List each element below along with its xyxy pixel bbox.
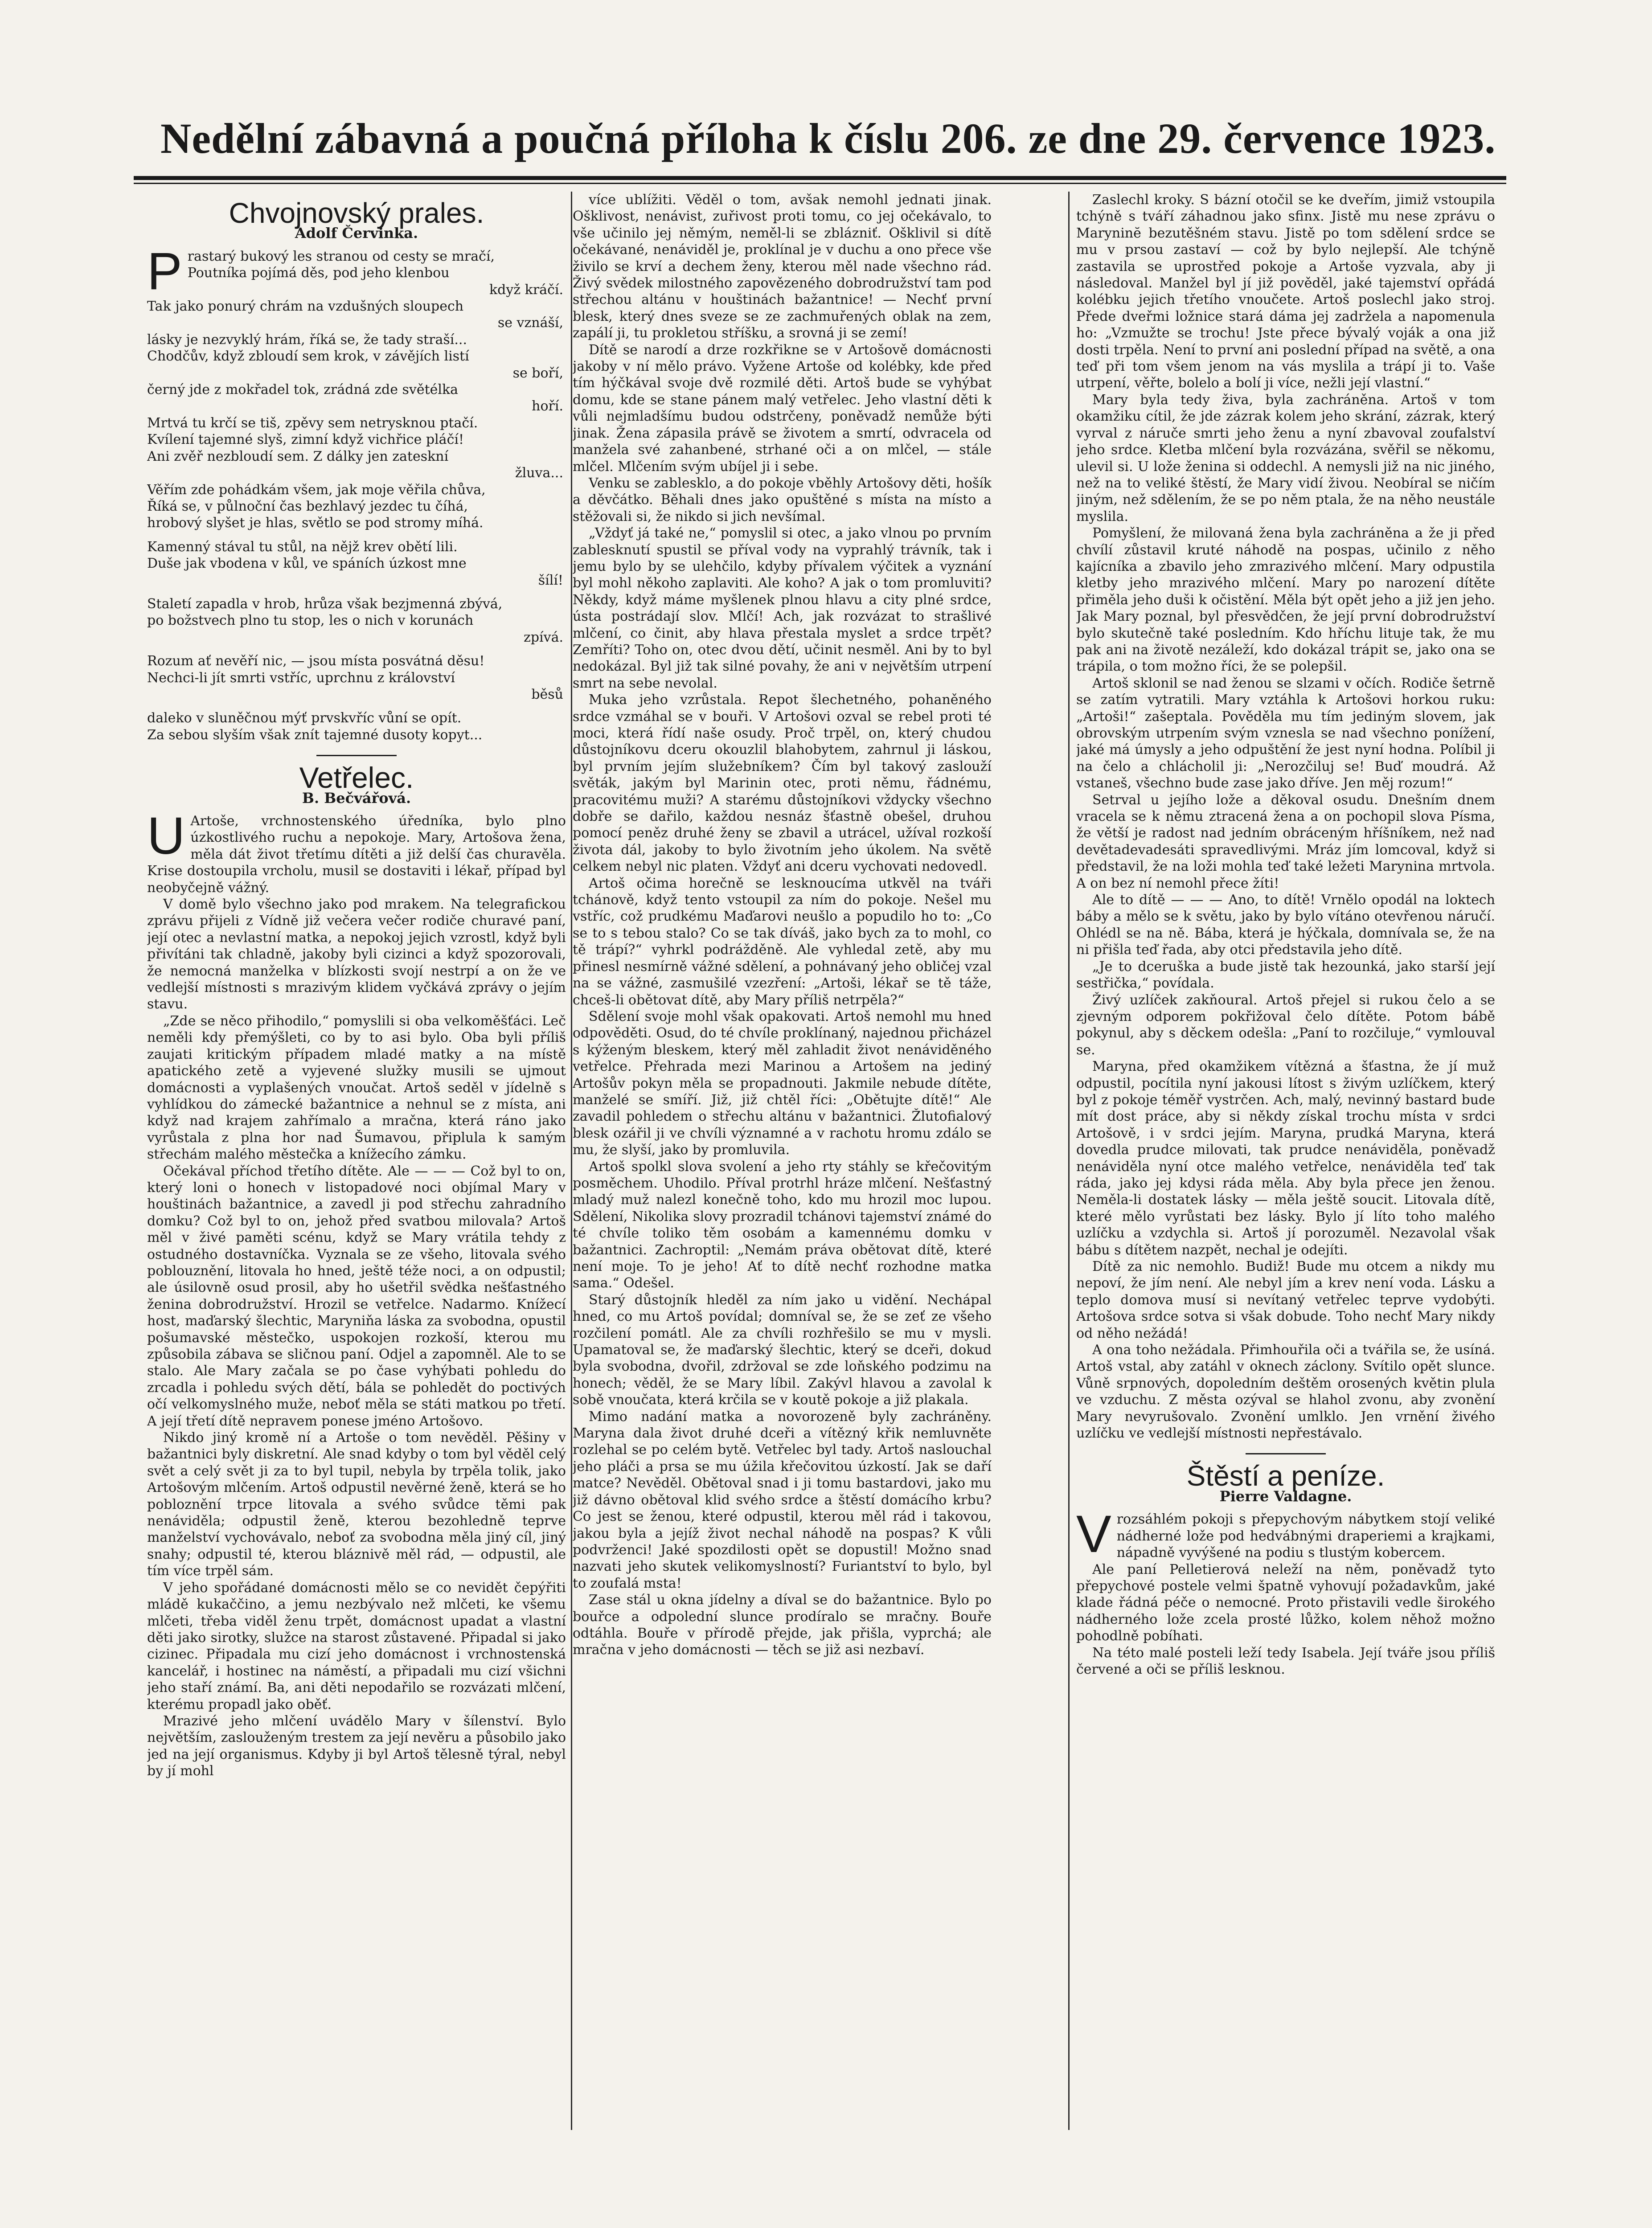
section-divider	[1246, 1453, 1326, 1454]
story2-author: Pierre Valdagne.	[1219, 1487, 1352, 1505]
poem-line: Ani zvěř nezbloudí sem. Z dálky jen zateskní	[147, 448, 449, 464]
paragraph: Starý důstojník hleděl za ním jako u vidění. Nechápal hned, co mu Artoš povídal; domníval se, že se zeť ze všeho rozčilení pomátl. Ale za chvíli rozhřešilo se mu v mysli. Upamatoval se, že maďarský šlechtic, který se dceři, dokud byla svobodna, dvořil, zdržoval se zde loňského podzimu na honech; věděl, že se Mary líbil. Zakývl hlavou a zavolal k sobě vnoučata, která krčila se v koutě pokoje a již plakala.	[573, 1292, 992, 1408]
poem-line: se boří,	[512, 365, 563, 381]
story-title: Vetřelec.	[299, 761, 414, 795]
poem-line: Staletí zapadla v hrob, hrůza však bezjmenná zbývá,	[147, 596, 503, 612]
poem-line: šílí!	[538, 572, 563, 588]
column-2	[573, 192, 992, 2130]
story2-paragraphs	[1076, 1505, 1495, 1678]
paragraph: Dítě se narodí a drze rozkřikne se v Artošově domácnosti jakoby v ní mělo právo. Vyžene Artoše od kolébky, kde před tím hýčkával svoje dvě rozmilé děti. Artoš bude se vyhýbat domu, kde se stane pánem malý vetřelec. Jeho vlastní děti k vůli nejmladšímu budou odstrčeny, poněvadž nemůže býti jinak. Žena zápasila právě se životem a smrtí, odvracela od manžela své zahanbené, strhané oči a on mlčel, — stále mlčel. Mlčením svým ubíjel ji i sebe.	[573, 342, 992, 475]
paragraph: Muka jeho vzrůstala. Repot šlechetného, pohaněného srdce vzmáhal se v bouři. V Artošovi ozval se rebel proti té moci, která řídí naše osudy. Proč trpěl, on, který chudou důstojníkovu dceru okouzlil blahobytem, zahrnul ji láskou, byl prvním jejím služebníkem? Čím byl takový zaslouží světák, jakým byl Marinin otec, proti němu, řádnému, pracovitému muži? A starému důstojníkovi vždycky všechno dobře se dařilo, každou nesnáz šťastně obešel, druhou pomocí peněz druhé ženy se zbavil a utrácel, užíval rozkoší života dál, jakoby to bylo životním jeho úkolem. Na světě celkem nebyl nic platen. Vždyť ani dceru vychovati nedovedl.	[573, 692, 992, 875]
story-paragraphs	[573, 192, 992, 1659]
paragraph: Setrval u jejího lože a děkoval osudu. Dnešním dnem vracela se k němu ztracená žena a on pochopil slova Písma, že větší je radost nad jedním obráceným hříšníkem, než nad devětadevadesáti spravedlivými. Mráz jím lomcoval, když si představil, že na loži mohla teď také ležeti Marynina mrtvola. A on bez ní nemohl přece žíti!	[1076, 792, 1495, 891]
paragraph: rozsáhlém pokoji s přepychovým nábytkem stojí veliké nádherné lože pod hedvábnými draperiemi a krajkami, nápadně vyvýšené na podiu s tlustým kobercem.	[1116, 1511, 1495, 1561]
paragraph: Mary byla tedy živa, byla zachráněna. Artoš v tom okamžiku cítil, že jde zázrak kolem jeho skrání, zázrak, který vyrval z náruče smrti jeho ženu a nyní zbavoval zoufalství jeho srdce. Kletba mlčení byla rozvázána, svěřil se někomu, ulevil si. U lože ženina si oddechl. A nemysli již na nic jiného, než na to veliké štěstí, že Mary vidí živou. Neobíral se ničím jiným, než sdělením, že se po něm ptala, že na něho neustále myslila.	[1076, 392, 1495, 524]
paragraph: Živý uzlíček zakňoural. Artoš přejel si rukou čelo a se zjevným odporem pokřižoval čelo dítěte. Potom bábě pokynul, aby s děckem odešla: „Paní to rozčiluje,“ vymlouval se.	[1076, 992, 1495, 1058]
poem-line: Poutníka pojímá děs, pod jeho klenbou	[187, 265, 450, 281]
paragraph: Mimo nadání matka a novorozeně byly zachráněny. Maryna dala život druhé dceři a vítězný křik nemluvněte rozlehal se po celém bytě. Vetřelec byl tady. Artoš naslouchal jeho pláči a prsa se mu úžila křečovitou úzkostí. Jak se daří matce? Nevěděl. Obětoval snad i ji tomu bastardovi, jako mu již dávno obětoval klid svého srdce a štěstí domácího krbu? Co jest se ženou, které odpustil, kterou měl rád i takovou, jakou byla a jejíž život nechal náhodě na pospas? K vůli podvrženci! Jaké spozdilosti opět se dopustil! Možno snad nazvati jeho skutek velikomyslností? Furiantství to bylo, byl to zoufalá msta!	[573, 1409, 992, 1591]
paragraph: Venku se zablesklo, a do pokoje vběhly Artošovy děti, hošík a děvčátko. Běhali dnes jako opuštěné s místa na místo a stěžovali si, že nikdo si jich nevšímal.	[573, 475, 992, 524]
poem-line: hrobový slyšet je hlas, světlo se pod stromy míhá.	[147, 515, 484, 531]
paragraph: A ona toho nežádala. Přimhouřila oči a tvářila se, že usíná. Artoš vstal, aby zatáhl v oknech záclony. Svítilo opět slunce. Vůně srpnových, dopoledním deštěm orosených květin plula ve vzduchu. Z města ozýval se hlahol zvonu, aby zvonění Mary nevyrušovalo. Zvonění umlklo. Jen vrnění živého uzlíčku ve vedlejší místnosti nepřestávalo.	[1076, 1342, 1495, 1442]
poem-title: Chvojnovský prales.	[229, 197, 484, 229]
paragraph: Zase stál u okna jídelny a díval se do bažantnice. Bylo po bouřce a odpolední slunce prodíralo se mračny. Bouře odtáhla. Bouře v přírodě přejde, jak přišla, vyprchá; ale mračna v jeho domácnosti — těch se již asi nezbaví.	[573, 1592, 992, 1658]
story-body	[147, 807, 566, 1780]
paragraph: Očekával příchod třetího dítěte. Ale — — — Což byl to on, který loni o honech v listopadové noci objímal Mary v houštinách bažantnice, a zavedl ji pod střechu zahradního domku? Což byl to on, jehož před svatbou milovala? Artoš měl v živé paměti scénu, když se Mary vrátila tehdy z ostudného dostavníčka. Vyznala se ze všeho, litovala svého poblouznění, litovala ho hned, ještě téže noci, a on odpustil; ale úsilovně osud prosil, aby ho ušetřil svědka nešťastného ženina dobrodružství. Hrozil se vetřelce. Nadarmo. Knížecí host, maďarský šlechtic, Maryniňa láska za svobodna, opustil pošumavské městečko, uspokojen rozkoší, kterou mu způsobila zábava se sličnou paní. Odjel a zapomněl. Ale to se stalo. Ale Mary začala se po čase vyhýbati pohledu do zrcadla i pohledu svých dětí, bála se pohledět do poctivých očí velkomyslného muže, neboť měla se státi matkou po třetí. A její třetí dítě nepravem ponese jméno Artošovo.	[147, 1163, 566, 1429]
poem-line: Kvílení tajemné slyš, zimní když vichřice pláčí!	[147, 432, 464, 448]
story2-title: Štěstí a peníze.	[1186, 1460, 1385, 1492]
poem-line: Nechci-li jít smrti vstříc, uprchnu z království	[147, 670, 455, 686]
poem-line: Mrtvá tu krčí se tiš, zpěvy sem netrysknou ptačí.	[147, 415, 478, 431]
story-initial: U	[147, 807, 185, 865]
paragraph: Na této malé posteli leží tedy Isabela. Její tváře jsou příliš červené a oči se příliš lesknou.	[1076, 1645, 1495, 1677]
story2-body	[1076, 1505, 1495, 1678]
paragraph: Nikdo jiný kromě ní a Artoše o tom nevěděl. Pěšiny v bažantnici byly diskretní. Ale snad kdyby o tom byl věděl celý svět a celý svět ji za to byl tupil, nebyla by trpěla tolik, jako Artošovým mlčením. Artoš odpustil nevěrné ženě, která se ho pobloznění trpce litovala a svého svůdce těmi pak nenáviděla; odpustil ženě, kterou bezohledně teprve manželství vychovávalo, neboť za svobodna měla jiný cíl, jiný snahy; odpustil té, kterou bláznivě měl rád, — odpustil, ale tím více trpěl sám.	[147, 1430, 566, 1579]
paragraph: V jeho spořádané domácnosti mělo se co nevidět čepýřiti mládě kukaččino, a jemu nezbývalo než mlčeti, ke všemu mlčeti, třeba viděl ženu trpět, domácnost upadat a vlastní děti jako sirotky, služce na starost zůstavené. Připadal si jako cizinec. Připadala mu cizí jeho domácnost i vrchnostenská kancelář, i hostinec na náměstí, a připadali mu cizí všichni jeho staří známí. Ba, ani děti nepodařilo se rozvázati mlčení, kterému propadl jako oběť.	[147, 1580, 566, 1712]
paragraph: „Zde se něco přihodilo,“ pomyslili si oba velkoměšťáci. Leč neměli kdy přemýšleti, co by to asi bylo. Oba byli příliš zaujati kritickým případem mladé matky a na místě apatického zetě a vyjevené služky musili se ujmout domácnosti a vyplašených vnoučat. Artoš seděl v jídelně s vyhlídkou do zámecké bažantnice a nehnul se z místa, ani když nad krajem zahřímalo a mračna, která ráno jako vyrůstala z plna hor nad Šumavou, připlula k samým střechám malého městečka a knížecího zámku.	[147, 1013, 566, 1163]
paragraph: Artoš sklonil se nad ženou se slzami v očích. Rodiče šetrně se zatím vytratili. Mary vztáhla k Artošovi horkou ruku: „Artoši!“ zašeptala. Pověděla mu tím jediným slovem, jak obrovským utrpením svým vznesla se nad všechno ponížení, jaké má úmysly a jeho odpuštění že jest nyní hodna. Políbil ji na čelo a chlácholil ji: „Nerozčiluj se! Buď moudrá. Až vstaneš, všechno bude zase jako dříve. Jen měj rozum!“	[1076, 675, 1495, 791]
paragraph: Maryna, před okamžikem vítězná a šťastna, že jí muž odpustil, pocítila nyní jakousi lítost s živým uzlíčkem, který byl z pokoje téměř vystrčen. Ach, malý, nevinný bastard bude mít dost práce, aby si někdy získal trochu místa v srdci Artošově, i v srdci jejím. Maryna, prudká Maryna, která dovedla prudce milovati, tak prudce nenáviděla, poněvadž nenáviděla nyní otce malého vetřelce, nenáviděla teď tak ráda, jako jej kdysi ráda měla. Aby byla přece jen ženou. Neměla-li dostatek lásky — měla ještě soucit. Litovala dítě, které mělo vyrůstati bez lásky. Bylo jí líto toho malého uzlíčku a vzdychla si. Artoš jí porozuměl. Nezavolal však bábu s dítětem nazpět, nechal je odejíti.	[1076, 1059, 1495, 1258]
story-paragraphs	[147, 807, 566, 1780]
poem-line: Věřím zde pohádkám všem, jak moje věřila chůva,	[147, 482, 486, 498]
poem-lines	[147, 242, 566, 743]
story-paragraphs	[1076, 192, 1495, 1442]
paragraph: Ale to dítě — — — Ano, to dítě! Vrnělo opodál na loktech báby a mělo se k světu, jako by bylo vítáno otevřenou náručí. Ohlédl se na ně. Bába, která je hýčkala, domnívala se, že na ni přišla teď řada, aby otci představila jeho dítě.	[1076, 892, 1495, 958]
poem-line: Chodčův, když zbloudí sem krok, v závějích listí	[147, 348, 469, 365]
poem-line: daleko v sluněčnou mýť prvskvříc vůní se opít.	[147, 710, 462, 726]
poem-line: Říká se, v půlnoční čas bezhlavý jezdec tu číhá,	[147, 498, 468, 514]
poem-initial: P	[147, 242, 182, 301]
story2-initial: V	[1076, 1505, 1111, 1564]
paragraph: Pomyšlení, že milovaná žena byla zachráněna a že ji před chvílí zůstavil kruté náhodě na pospas, učinilo z něho kajícníka a zbavilo jeho zmrazivého mlčení. Mary odpustila kletby jeho mrazivého mlčení. Mary po narození dítěte přiměla jeho duši k očistění. Měla být opět jeho a již jen jeho. Jak Mary poznal, byl přesvědčen, že její první dobrodružství bylo skutečně také posledním. Kdo hříchu lituje tak, že mu pak ani na životě nezáleží, kdo dokázal trápit se, jako ona se trápila, o tom možno říci, že se polepšil.	[1076, 525, 1495, 675]
paragraph: Artoš očima horečně se lesknoucíma utkvěl na tváři tchánově, když tento vstoupil za ním do pokoje. Nešel mu vstříc, což prudkému Maďarovi neušlo a popudilo ho to: „Co se to s tebou stalo? Co se tak díváš, jako bych za to mohl, co tě trápí?“ vyhrkl podrážděně. Ale vyhledal zetě, aby mu přinesl nesmírně vážné sdělení, a pohnávaný jeho obličej vzal na se vážné, zasmušilé vzezření: „Artoši, lékař se tě táže, chceš-li obětovat dítě, aby Mary příliš netrpěla?“	[573, 875, 992, 1008]
paragraph: Ale paní Pelletierová neleží na něm, poněvadž tyto přepychové postele velmi špatně vyhovují požadavkům, jaké klade řádná péče o nemocné. Proto přistavili vedle širokého nádherného lože zcela prosté lůžko, kolem něhož možno pohodlně pobíhati.	[1076, 1561, 1495, 1644]
paragraph: Sdělení svoje mohl však opakovati. Artoš nemohl mu hned odpověděti. Osud, do té chvíle proklínaný, najednou přicházel s kýženým bleskem, který měl zahladit život nenáviděného vetřelce. Přehrada mezi Marinou a Artošem na jediný Artošův pokyn měla se propadnouti. Jakmile nebude dítěte, manželé se smíří. Již, již chtěl říci: „Obětujte dítě!“ Ale zavadil pohledem o střechu altánu v bažantnici. Žlutofialový blesk ozářil ji ve chvíli významné a v rachotu hromu zdálo se mu, že slyší, jako by promluvila.	[573, 1008, 992, 1158]
story-author: B. Bečvářová.	[302, 789, 411, 807]
poem-line: žluva...	[515, 465, 563, 481]
paragraph: „Je to dceruška a bude jistě tak hezounká, jako starší její sestřička,“ povídala.	[1076, 958, 1495, 991]
poem-line: když kráčí.	[489, 282, 563, 298]
column-divider	[571, 192, 572, 2130]
paragraph: V domě bylo všechno jako pod mrakem. Na telegrafickou zprávu přijeli z Vídně již večera večer rodiče churavé paní, její otec a nevlastní matka, a nepokoj jejich vzrostl, když byli přivítáni tak chladně, jakoby byli cizinci a když spozorovali, že nemocná manželka v blízkosti svojí nestrpí a on že ve vedlejší místnosti s mrazivým klidem vyčkává zprávy o jejím stavu.	[147, 897, 566, 1012]
paragraph: Artoš spolkl slova svolení a jeho rty stáhly se křečovitým posměchem. Uhodilo. Příval protrhl hráze mlčení. Nešťastný mladý muž nalezl konečně toho, kdo mu hrozil moc lupou. Sdělení, Nikolika slovy prozradil tchánovi tajemství známé do té chvíle toliko těm osobám a kamennému domku v bažantnici. Zachroptil: „Nemám práva obětovat dítě, které není moje. To je jeho! Ať to dítě nechť rozhodne matka sama.“ Odešel.	[573, 1159, 992, 1291]
poem-body	[147, 242, 566, 743]
poem-line: Tak jako ponurý chrám na vzdušných sloupech	[147, 299, 464, 315]
poem-line: hoří.	[532, 398, 563, 414]
masthead-rule-thin	[134, 183, 1506, 184]
column-divider	[1068, 192, 1070, 2130]
column-1	[147, 192, 566, 2130]
poem-line: rastarý bukový les stranou od cesty se mračí,	[187, 248, 495, 264]
poem-line: po božstvech plno tu stop, les o nich v korunách	[147, 613, 474, 629]
poem-line: lásky je nezvyklý hrám, říká se, že tady straší...	[147, 332, 467, 348]
poem-line: Duše jak vbodena v kůl, ve spáních úzkost mne	[147, 556, 467, 572]
masthead: Nedělní zábavná a poučná příloha k číslu 206. ze dne 29. července 1923.	[160, 115, 1496, 162]
poem-line: se vznáší,	[497, 315, 563, 331]
paragraph: „Vždyť já také ne,“ pomyslil si otec, a jako vlnou po prvním zablesknutí spustil se příval vody na vyprahlý trávník, tak i jemu bylo by se ulehčilo, kdyby přívalem výčitek a vyznání byl mohl někoho zaplaviti. Ale koho? A jak o tom promluviti? Někdy, když máme myšlenek plnou hlavu a city plné srdce, ústa postrádají slov. Mlčí! Ach, jak rozvázat to strašlivé mlčení, co činit, aby hlava přestala myslet a srdce trpět? Zemříti? Toho on, otec dvou dětí, učinit nesměl. Ani by to byl nedokázal. Byl již tak silné povahy, že ani v největším utrpení smrt na sebe nevolal.	[573, 525, 992, 691]
paragraph: Dítě za nic nemohlo. Budiž! Bude mu otcem a nikdy mu nepoví, že jím není. Ale nebyl jím a krev není voda. Lásku a teplo domova musí si nevítaný vetřelec teprve vydobýti. Artošova srdce sotva si však dobude. Toho nechť Mary nikdy od něho nežádá!	[1076, 1259, 1495, 1341]
poem-line: Kamenný stával tu stůl, na nějž krev obětí lili.	[147, 539, 458, 555]
paragraph: Zaslechl kroky. S bázní otočil se ke dveřím, jimiž vstoupila tchýně s tváří záhadnou jako sfinx. Jistě mu nese zprávu o Maryninĕ bezutěšném stavu. Jistě po tom sdělení srdce se mu v prsou zastaví — což by bylo nejlepší. Ale tchýně zastavila se uprostřed pokoje a Artoše vyzvala, aby ji následoval. Manžel byl jí již pověděl, jaké tajemství opřádá kolébku jejich třetího vnoučete. Artoš poslechl jako stroj. Přede dveřmi ložnice stará dáma jej zadržela a napomenula ho: „Vzmužte se trochu! Jste přece bývalý voják a ona již dosti trpěla. Není to první ani poslední případ na světě, a ona teď při tom všem jenom na vás myslila a trápí ji to. Vaše utrpení, věřte, bolelo a bolí ji více, nežli její vlastní.“	[1076, 192, 1495, 391]
section-divider	[316, 755, 397, 756]
paragraph: více ublížiti. Věděl o tom, avšak nemohl jednati jinak. Ošklivost, nenávist, zuřivost proti tomu, co jej očekávalo, to vše učinilo jej němým, neměl-li se zblázniť. Ošklivil si dítě očekávané, nenáviděl je, proklínal je v duchu a ono přece vše živilo se krví a dechem ženy, kterou měl nade všechno rád. Živý svědek milostného zapovězeného dobrodružství tam pod střechou altánu v houštinách bažantnice! — Nechť první blesk, který dnes sveze se ze zachmuřených oblak na zem, zapálí ji, tu prokletou stříšku, a srovná ji se zemí!	[573, 192, 992, 341]
poem-line: černý jde z mokřadel tok, zrádná zde světélka	[147, 382, 459, 398]
paragraph: Artoše, vrchnostenského úředníka, bylo plno úzkostlivého ruchu a nepokoje. Mary, Artošova žena, měla dát život třetímu dítěti a již delší čas churavěla. Krise dostoupila vrcholu, musil se dostaviti i lékař, případ byl neobyčejně vážný.	[147, 813, 566, 896]
poem-line: Za sebou slyším však znít tajemné dusoty kopyt...	[147, 727, 483, 743]
poem-author: Adolf Červinka.	[295, 225, 418, 242]
poem-line: běsů	[531, 686, 563, 702]
paragraph: Mrazivé jeho mlčení uvádělo Mary v šílenství. Bylo největším, zaslouženým trestem za její nevěru a působilo jako jed na její organismus. Kdyby ji byl Artoš tělesně týral, nebyl by jí mohl	[147, 1713, 566, 1779]
poem-line: Rozum ať nevěří nic, — jsou místa posvátná děsu!	[147, 653, 485, 669]
masthead-rule	[134, 176, 1506, 180]
column-3	[1076, 192, 1495, 2130]
poem-line: zpívá.	[524, 629, 563, 645]
